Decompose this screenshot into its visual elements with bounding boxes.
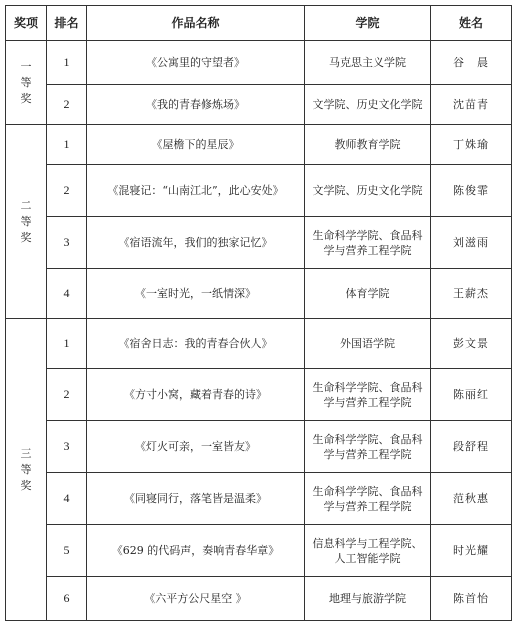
student-name-cell: 刘滋雨 [431, 217, 512, 269]
student-name-cell: 丁姝瑜 [431, 125, 512, 165]
college-cell: 外国语学院 [305, 319, 431, 369]
work-title-cell: 《灯火可亲，一室皆友》 [87, 421, 305, 473]
rank-cell: 4 [47, 269, 87, 319]
student-name-cell: 谷 晨 [431, 41, 512, 85]
prize-label: 三等奖 [20, 446, 32, 492]
work-title-cell: 《混寝记：“山南江北”，此心安处》 [87, 165, 305, 217]
table-row [6, 577, 512, 621]
student-name-cell: 陈丽红 [431, 369, 512, 421]
table-row [6, 369, 512, 421]
rank-cell: 3 [47, 217, 87, 269]
college-cell: 教师教育学院 [305, 125, 431, 165]
work-title-cell: 《屋檐下的星辰》 [87, 125, 305, 165]
header-rank: 排名 [47, 6, 87, 41]
prize-label: 一等奖 [20, 59, 32, 105]
college-cell: 生命科学学院、食品科学与营养工程学院 [305, 473, 431, 525]
rank-cell: 2 [47, 85, 87, 125]
student-name-cell: 范秋惠 [431, 473, 512, 525]
prize-cell-first [6, 41, 47, 125]
header-college: 学院 [305, 6, 431, 41]
rank-cell: 4 [47, 473, 87, 525]
rank-cell: 1 [47, 41, 87, 85]
rank-cell: 1 [47, 319, 87, 369]
college-cell: 马克思主义学院 [305, 41, 431, 85]
work-title-cell: 《同寝同行，落笔皆是温柔》 [87, 473, 305, 525]
table-row [6, 165, 512, 217]
college-cell: 地理与旅游学院 [305, 577, 431, 621]
header-row [6, 6, 512, 41]
college-cell: 信息科学与工程学院、人工智能学院 [305, 525, 431, 577]
college-cell: 生命科学学院、食品科学与营养工程学院 [305, 369, 431, 421]
student-name-cell: 陈首怡 [431, 577, 512, 621]
college-cell: 文学院、历史文化学院 [305, 85, 431, 125]
work-title-cell: 《方寸小窝，藏着青春的诗》 [87, 369, 305, 421]
rank-cell: 2 [47, 369, 87, 421]
header-work: 作品名称 [87, 6, 305, 41]
header-name: 姓名 [431, 6, 512, 41]
table-row [6, 319, 512, 369]
awards-table [5, 5, 512, 621]
prize-label: 二等奖 [20, 198, 32, 244]
header-prize: 奖项 [6, 6, 47, 41]
table-row [6, 421, 512, 473]
work-title-cell: 《公寓里的守望者》 [87, 41, 305, 85]
student-name-cell: 沈苗青 [431, 85, 512, 125]
work-title-cell: 《宿舍日志：我的青春合伙人》 [87, 319, 305, 369]
college-cell: 文学院、历史文化学院 [305, 165, 431, 217]
student-name-cell: 时光耀 [431, 525, 512, 577]
table-row [6, 525, 512, 577]
rank-cell: 2 [47, 165, 87, 217]
work-title-cell: 《一室时光，一纸情深》 [87, 269, 305, 319]
college-cell: 生命科学学院、食品科学与营养工程学院 [305, 421, 431, 473]
table-row [6, 269, 512, 319]
rank-cell: 6 [47, 577, 87, 621]
table-row [6, 85, 512, 125]
student-name-cell: 王薪杰 [431, 269, 512, 319]
rank-cell: 3 [47, 421, 87, 473]
college-cell: 生命科学学院、食品科学与营养工程学院 [305, 217, 431, 269]
table-row [6, 217, 512, 269]
work-title-cell: 《六平方公尺星空 》 [87, 577, 305, 621]
prize-cell-second [6, 125, 47, 319]
work-title-cell: 《629 的代码声，奏响青春华章》 [87, 525, 305, 577]
student-name-cell: 彭文景 [431, 319, 512, 369]
student-name-cell: 段舒程 [431, 421, 512, 473]
college-cell: 体育学院 [305, 269, 431, 319]
table-row [6, 41, 512, 85]
rank-cell: 1 [47, 125, 87, 165]
rank-cell: 5 [47, 525, 87, 577]
student-name-cell: 陈俊霏 [431, 165, 512, 217]
table-row [6, 125, 512, 165]
work-title-cell: 《宿语流年，我们的独家记忆》 [87, 217, 305, 269]
table-row [6, 473, 512, 525]
work-title-cell: 《我的青春修炼场》 [87, 85, 305, 125]
prize-cell-third [6, 319, 47, 621]
